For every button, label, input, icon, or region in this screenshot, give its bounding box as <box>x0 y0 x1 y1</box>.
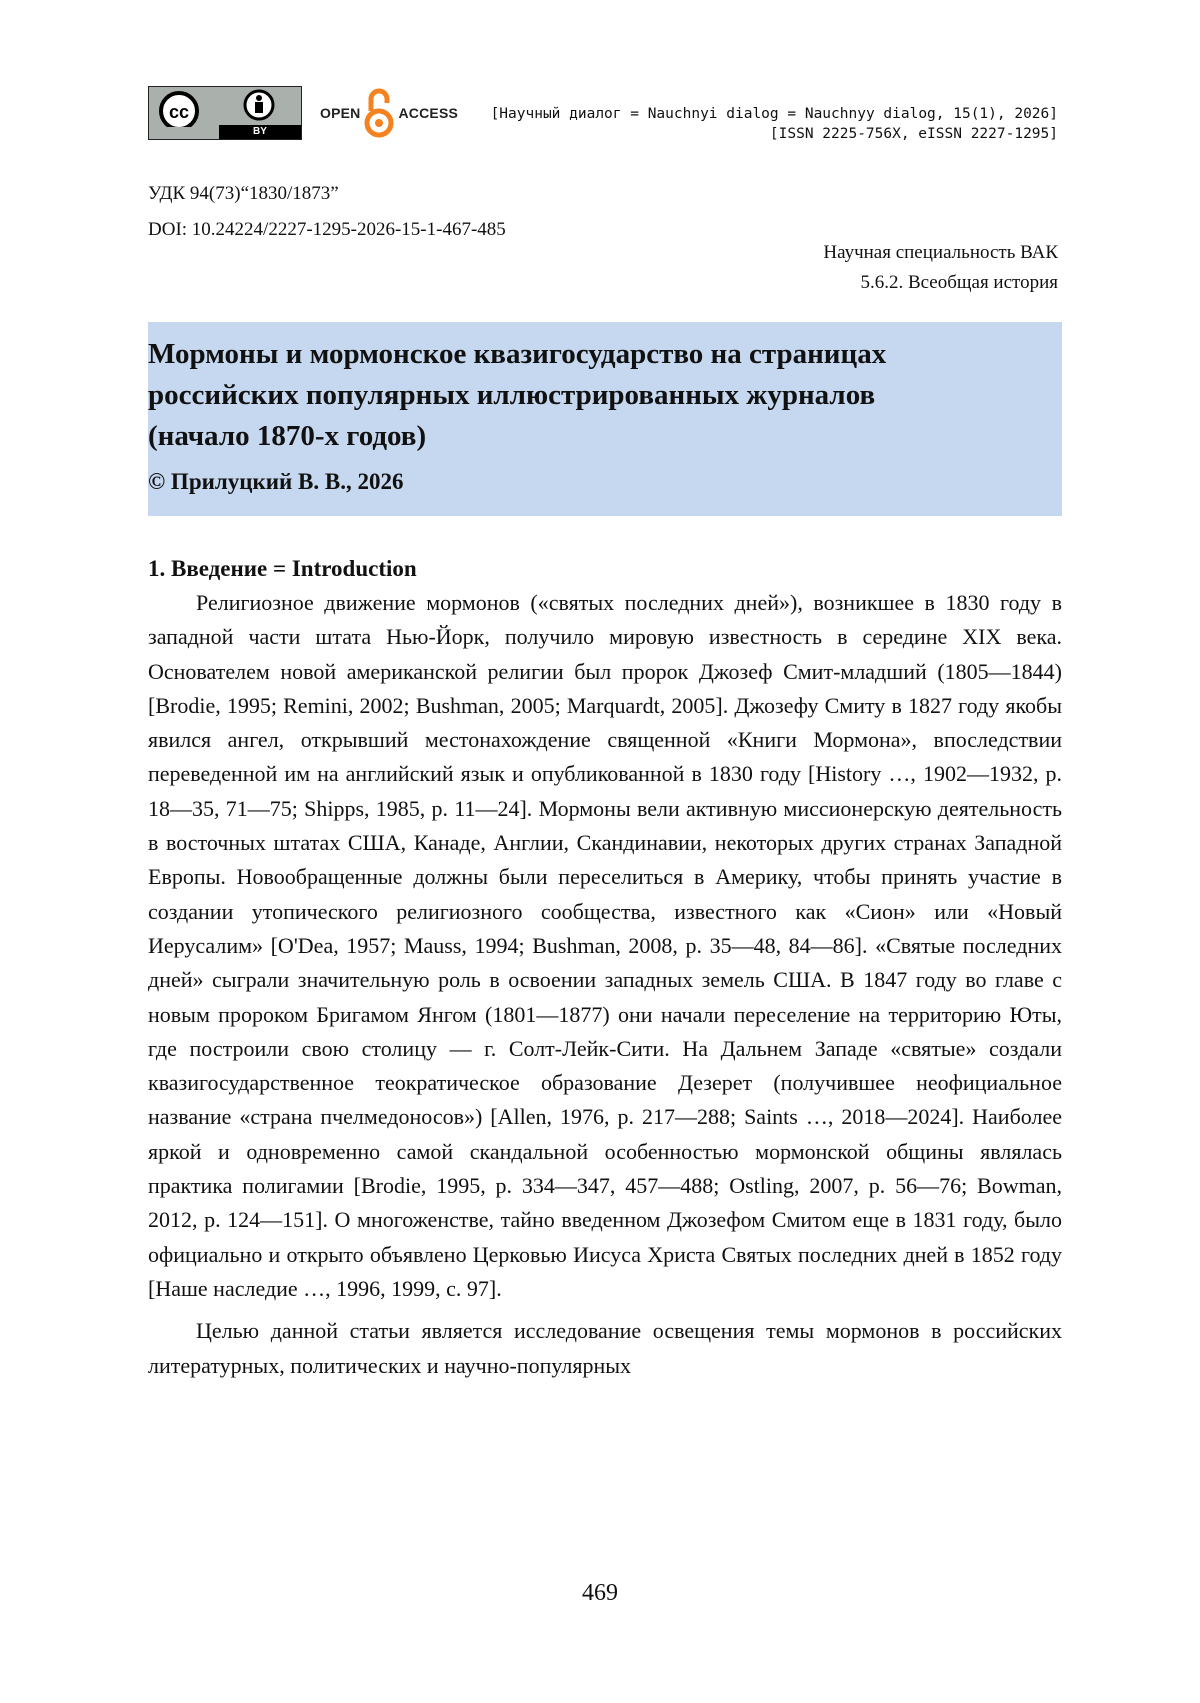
license-badge-label: BY <box>219 125 301 139</box>
title-block <box>148 322 1062 516</box>
open-access-text-right: ACCESS <box>398 105 459 121</box>
specialty-value: 5.6.2. Всеобщая история <box>860 272 1058 293</box>
article-identifiers <box>148 176 506 248</box>
svg-text:cc: cc <box>168 102 190 122</box>
cc-by-license-badge[interactable] <box>148 86 302 140</box>
journal-line-1: [Научный диалог = Nauchnyi dialog = Nauchnyy dialog, 15(1), 2026] <box>490 106 1058 122</box>
logo-bar <box>148 86 458 140</box>
scientific-specialty <box>823 238 1058 298</box>
open-access-text-left: OPEN <box>320 105 361 121</box>
open-lock-icon <box>363 87 395 139</box>
body-paragraph-1: Религиозное движение мормонов («святых последних дней»), возникшее в 1830 году в западной части штата Нью-Йорк, получило мировую известность в середине XIX века. Основателем новой американской религии был пророк Джозеф Смит-младший (1805—1844) [Brodie, 1995; Remini, 2002; Bushman, 2005; Marquardt, 2005]. Джозефу Смиту в 1827 году якобы явился ангел, открывший местонахождение священной «Книги Мормона», впоследствии переведенной им на английский язык и опубликованной в 1830 году [History …, 1902—1932, p. 18—35, 71—75; Shipps, 1985, p. 11—24]. Мормоны вели активную миссионерскую деятельность в восточных штатах США, Канаде, Англии, Скандинавии, некоторых других странах Западной Европы. Новообращенные должны были переселиться в Америку, чтобы принять участие в создании утопического религиозного сообщества, известного как «Сион» или «Новый Иерусалим» [O'Dea, 1957; Mauss, 1994; Bushman, 2008, p. 35—48, 84—86]. «Святые последних дней» сыграли значительную роль в освоении западных земель США. В 1847 году во главе с новым пророком Бригамом Янгом (1801—1877) они начали переселение на территорию Юты, где построили свою столицу — г. Солт-Лейк-Сити. На Дальнем Западе «святые» создали квазигосударственное теократическое образование Дезерет (получившее неофициальное название «страна пчелмедоносов») [Allen, 1976, p. 217—288; Saints …, 2018—2024]. Наиболее яркой и одновременно самой скандальной особенностью мормонской общины являлась практика полигамии [Brodie, 1995, p. 334—347, 457—488; Ostling, 2007, p. 56—76; Bowman, 2012, p. 124—151]. О многоженстве, тайно введенном Джозефом Смитом еще в 1831 году, было официально и открыто объявлено Церковью Иисуса Христа Святых последних дней в 1852 году [Наше наследие …, 1996, 1999, с. 97]. <box>148 590 1062 1301</box>
body-paragraph-2: Целью данной статьи является исследование освещения темы мормонов в российских литературных, политических и научно-популярных <box>148 1318 1062 1378</box>
doi[interactable]: DOI: 10.24224/2227-1295-2026-15-1-467-485 <box>148 219 506 240</box>
author-copyright: © Прилуцкий В. В., 2026 <box>148 469 404 494</box>
open-access-logo <box>320 87 458 139</box>
section-heading: 1. Введение = Introduction <box>148 556 417 581</box>
specialty-label: Научная специальность ВАК <box>823 242 1058 263</box>
cc-icon <box>149 87 303 127</box>
udk-code: УДК 94(73)“1830/1873” <box>148 183 339 204</box>
article-body <box>148 552 1062 1383</box>
journal-issn-line: [ISSN 2225-756X, eISSN 2227-1295] <box>769 126 1058 142</box>
journal-citation <box>491 104 1058 144</box>
article-title: Мормоны и мормонское квазигосударство на страницах российских популярных иллюстрированных журналов (начало 1870-х годов) <box>148 338 887 452</box>
page-number: 469 <box>582 1580 618 1606</box>
